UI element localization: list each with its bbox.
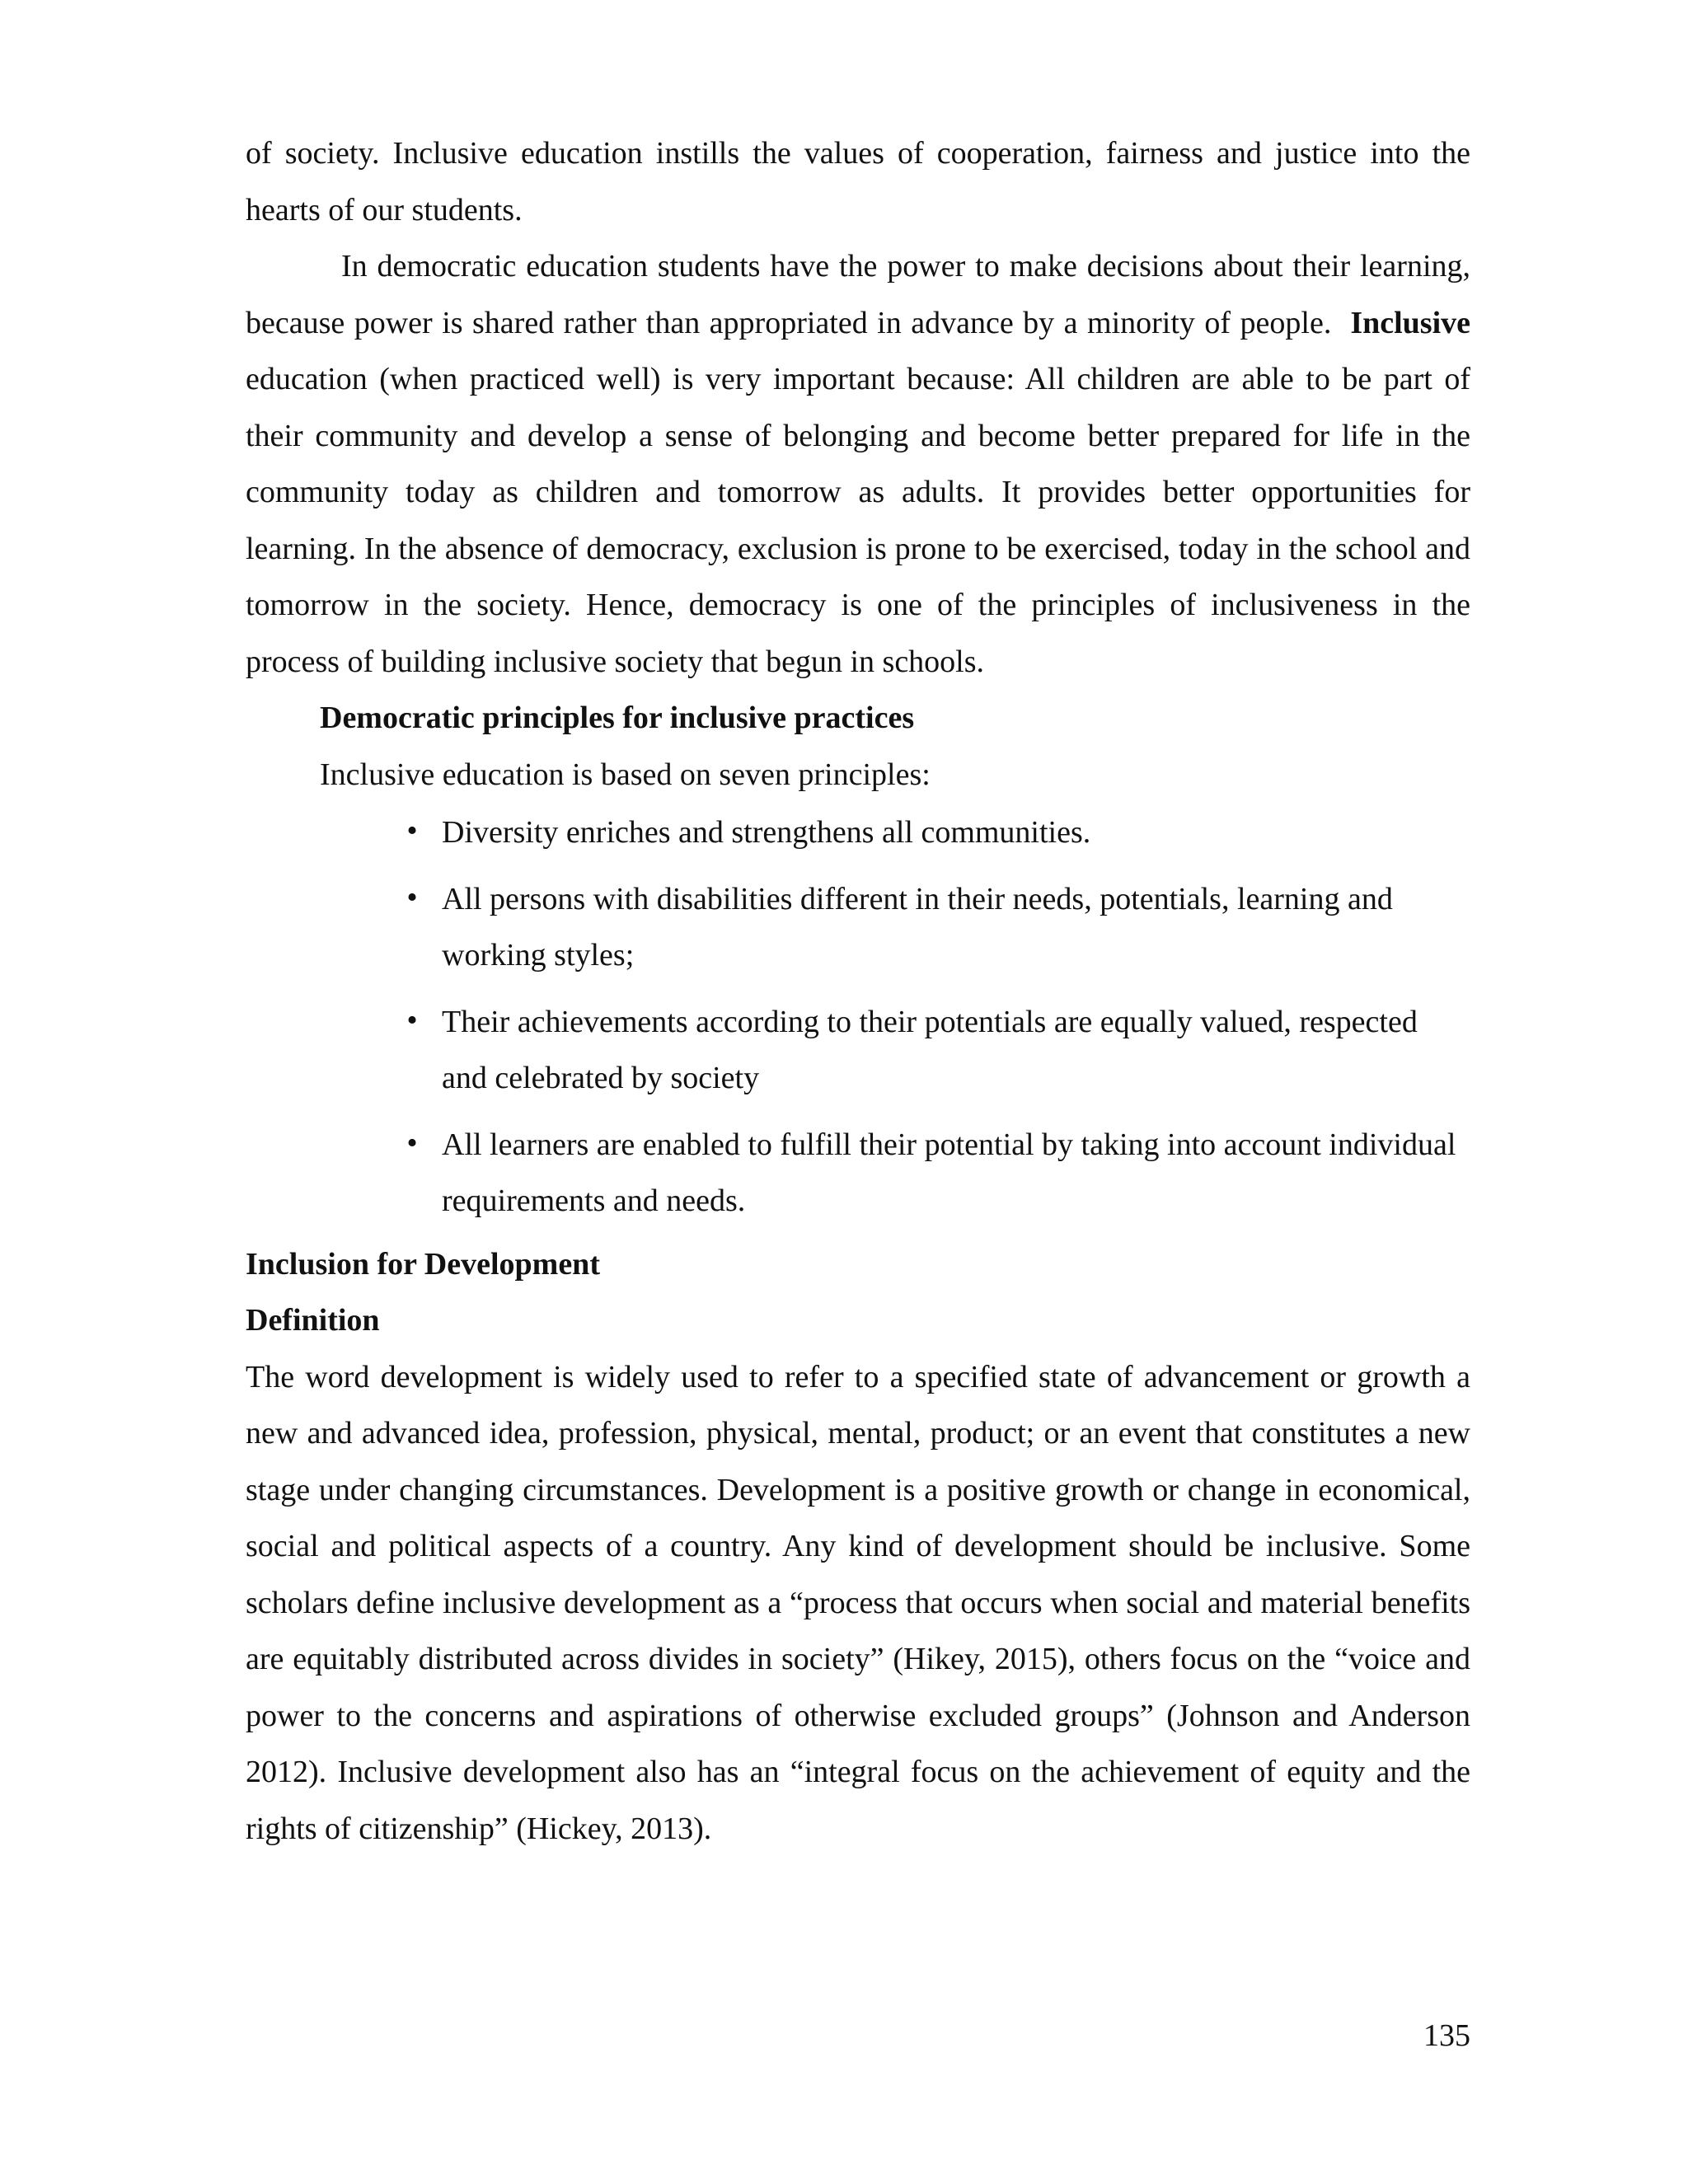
principle-item bbox=[406, 869, 1470, 984]
paragraph-democratic-education-text-a: In democratic education students have the power to make decisions about their learning, because power is shared rather than appropriated in advance by a minority of people. bbox=[246, 249, 1470, 340]
principle-item-text: All learners are enabled to fulfill their potential by taking into account individual requirements and needs. bbox=[442, 1127, 1456, 1218]
principle-item bbox=[406, 992, 1470, 1107]
subheading-definition: Definition bbox=[246, 1303, 380, 1338]
principles-intro: Inclusive education is based on seven principles: bbox=[320, 757, 931, 792]
principle-item-text: Diversity enriches and strengthens all communities. bbox=[442, 815, 1091, 850]
paragraph-continuation: of society. Inclusive education instills the values of cooperation, fairness and justice into the hearts of our students. bbox=[246, 136, 1470, 227]
principle-item bbox=[406, 1115, 1470, 1230]
text-column bbox=[246, 125, 1470, 1857]
principle-item-text: Their achievements according to their potentials are equally valued, respected and celebrated by society bbox=[442, 1004, 1418, 1095]
principles-list bbox=[246, 803, 1470, 1230]
bullet-icon: • bbox=[406, 813, 418, 848]
bullet-icon: • bbox=[406, 1125, 418, 1160]
principle-item-text: All persons with disabilities different in their needs, potentials, learning and working styles; bbox=[442, 881, 1393, 972]
paragraph-definition: The word development is widely used to refer to a specified state of advancement or growth a new and advanced idea, profession, physical, mental, product; or an event that constitutes a new stage under changing circumstances. Development is a positive growth or change in economical, social and political aspects of a country. Any kind of development should be inclusive. Some scholars define inclusive development as a “process that occurs when social and material benefits are equitably distributed across divides in society” (Hikey, 2015), others focus on the “voice and power to the concerns and aspirations of otherwise excluded groups” (Johnson and Anderson 2012). Inclusive development also has an “integral focus on the achievement of equity and the rights of citizenship” (Hickey, 2013). bbox=[246, 1359, 1470, 1846]
page-number: 135 bbox=[1423, 2018, 1470, 2053]
section-heading-democratic-principles: Democratic principles for inclusive practices bbox=[320, 701, 915, 735]
inclusive-bold-word: Inclusive bbox=[1350, 305, 1471, 340]
paragraph-democratic-education-text-b: education (when practiced well) is very important because: All children are able to be part of their community and develop a sense of belonging and become better prepared for life in the community today as children and tomorrow as adults. It provides better opportunities for learning. In the absence of democracy, exclusion is prone to be exercised, today in the school and tomorrow in the society. Hence, democracy is one of the principles of inclusiveness in the process of building inclusive society that begun in schools. bbox=[246, 362, 1470, 679]
paragraph-democratic-education bbox=[246, 238, 1470, 690]
bullet-icon: • bbox=[406, 879, 418, 915]
principle-item bbox=[406, 803, 1470, 861]
section-heading-inclusion-for-development: Inclusion for Development bbox=[246, 1246, 600, 1282]
bullet-icon: • bbox=[406, 1002, 418, 1038]
